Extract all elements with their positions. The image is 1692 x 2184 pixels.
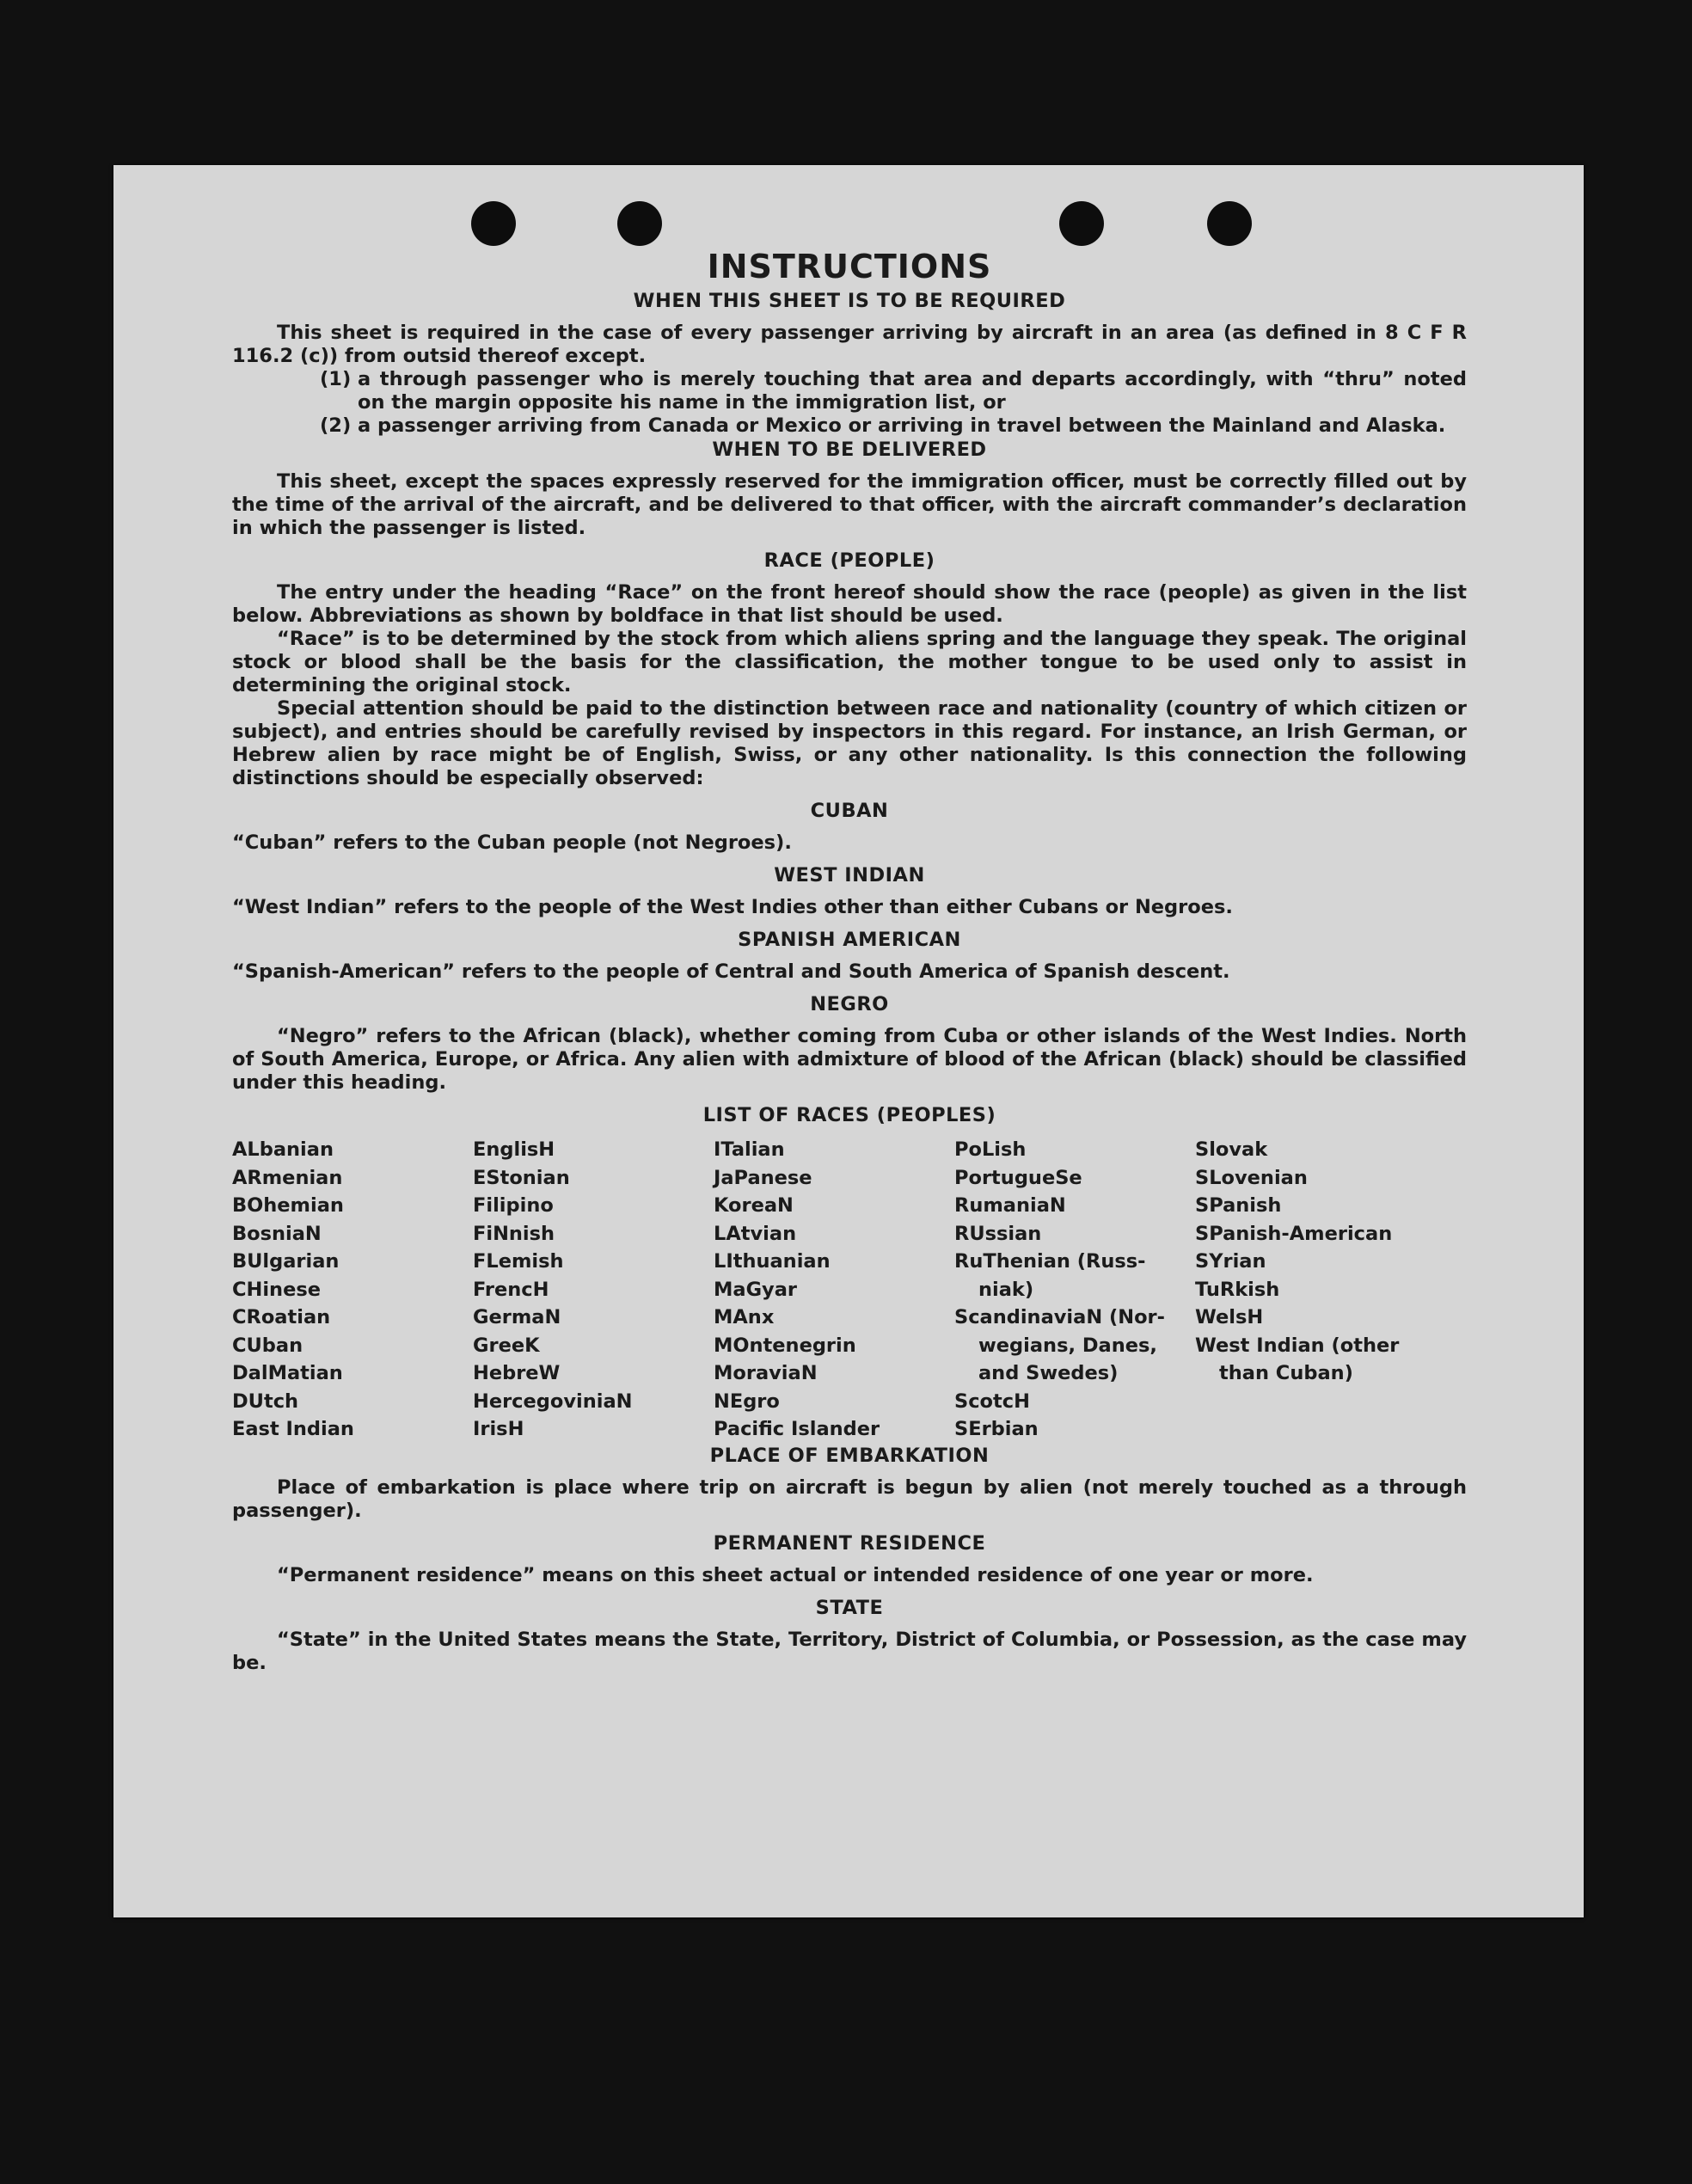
race-entry: Slovak [1195,1138,1268,1161]
race-entry: FLemish [473,1250,564,1273]
race-paragraph-2: “Race” is to be determined by the stock from which aliens spring and the language they speak. The original stock or blood shall be the basis for the classification, the mother tongue to be used only to assist in determining the original stock. [232,628,1467,696]
exception-item-1 [320,368,1467,414]
punch-hole-2 [617,201,662,246]
race-entry: SErbian [954,1418,1039,1440]
race-entry: NEgro [714,1390,780,1413]
race-entry: CUban [232,1334,303,1357]
race-entry: West Indian (other [1195,1334,1400,1357]
when-delivered-text: This sheet, except the spaces expressly reserved for the immigration officer, must be correctly filled out by the time of the arrival of the aircraft, and be delivered to that officer, with the aircraft commander’s declaration in which the passenger is listed. [232,470,1467,539]
state-text: “State” in the United States means the State, Territory, District of Columbia, or Possession, as the case may be. [232,1628,1467,1674]
race-entry-continuation: and Swedes) [978,1362,1119,1384]
instructions-content [232,248,1467,1675]
exception-number: (1) [320,368,352,390]
race-entry: EnglisH [473,1138,555,1161]
heading-list-of-races: LIST OF RACES (PEOPLES) [702,1104,996,1126]
race-entry: DUtch [232,1390,299,1413]
race-entry: RUssian [954,1222,1042,1245]
race-entry: PortugueSe [954,1166,1082,1189]
race-entry-continuation: niak) [978,1278,1034,1301]
race-entry-continuation: than Cuban) [1219,1362,1353,1384]
races-column-3 [714,1136,954,1444]
race-entry: ALbanian [232,1138,334,1161]
heading-when-delivered: WHEN TO BE DELIVERED [712,439,987,461]
document-sheet [113,165,1584,1917]
races-column-1 [232,1136,473,1444]
punch-hole-3 [1059,201,1104,246]
heading-state: STATE [815,1596,884,1619]
race-entry: CHinese [232,1278,321,1301]
negro-text: “Negro” refers to the African (black), whether coming from Cuba or other islands of the West Indies. North of South America, Europe, or Africa. Any alien with admixture of blood of the African (black) should be classified under this heading. [232,1025,1467,1094]
document-title: INSTRUCTIONS [707,248,992,285]
heading-cuban: CUBAN [810,800,889,822]
race-entry: JaPanese [714,1166,812,1189]
heading-race: RACE (PEOPLE) [763,549,935,572]
races-column-2 [473,1136,714,1444]
race-entry: MoraviaN [714,1362,818,1384]
race-entry: GreeK [473,1334,540,1357]
race-entry-continuation: wegians, Danes, [978,1334,1157,1357]
race-entry: IrisH [473,1418,524,1440]
west-indian-text: “West Indian” refers to the people of the West Indies other than either Cubans or Negroes. [232,896,1233,918]
race-entry: SPanish [1195,1194,1282,1217]
race-entry: WelsH [1195,1306,1264,1328]
races-column-4 [954,1136,1195,1444]
race-entry: LAtvian [714,1222,797,1245]
race-entry: BOhemian [232,1194,344,1217]
race-entry: RuThenian (Russ- [954,1250,1146,1273]
heading-negro: NEGRO [810,993,889,1015]
exception-item-2 [320,414,1467,438]
race-entry: SPanish-American [1195,1222,1393,1245]
punch-hole-4 [1207,201,1252,246]
when-required-text: This sheet is required in the case of every passenger arriving by aircraft in an area (as defined in 8 C F R 116.2 (c)) from outsid thereof except. [232,322,1467,367]
heading-spanish-american: SPANISH AMERICAN [738,929,961,951]
race-entry: PoLish [954,1138,1027,1161]
race-entry: FiNnish [473,1222,555,1245]
race-entry: RumaniaN [954,1194,1066,1217]
races-column-5 [1195,1136,1453,1444]
race-entry: MAnx [714,1306,775,1328]
race-entry: HebreW [473,1362,561,1384]
race-entry: KoreaN [714,1194,794,1217]
race-entry: FrencH [473,1278,549,1301]
race-paragraph-3: Special attention should be paid to the distinction between race and nationality (country of which citizen or subject), and entries should be carefully revised by inspectors in this regard. For instance, an Irish German, or Hebrew alien by race might be of English, Swiss, or any other nationality. Is this connection the following distinctions should be especially observed: [232,697,1467,789]
race-entry: ScandinaviaN (Nor- [954,1306,1165,1328]
race-paragraph-1: The entry under the heading “Race” on the front hereof should show the race (people) as given in the list below. Abbreviations as shown by boldface in that list should be used. [232,581,1467,627]
heading-when-required: WHEN THIS SHEET IS TO BE REQUIRED [633,290,1066,312]
exception-number: (2) [320,414,352,437]
race-entry: ScotcH [954,1390,1030,1413]
heading-embarkation: PLACE OF EMBARKATION [709,1444,990,1467]
exception-text: a through passenger who is merely touching that area and departs accordingly, with “thru” noted on the margin opposite his name in the immigration list, or [358,368,1467,414]
races-list [232,1136,1467,1444]
race-entry: GermaN [473,1306,561,1328]
race-entry: BUlgarian [232,1250,340,1273]
race-entry: EStonian [473,1166,570,1189]
spanish-american-text: “Spanish-American” refers to the people of Central and South America of Spanish descent. [232,960,1230,983]
race-entry: ITalian [714,1138,785,1161]
race-entry: LIthuanian [714,1250,831,1273]
race-entry: DalMatian [232,1362,343,1384]
race-entry: SLovenian [1195,1166,1308,1189]
race-entry: HercegoviniaN [473,1390,633,1413]
race-entry: SYrian [1195,1250,1266,1273]
heading-west-indian: WEST INDIAN [774,864,925,886]
embarkation-text: Place of embarkation is place where trip on aircraft is begun by alien (not merely touched as a through passenger). [232,1475,1467,1522]
race-entry: MOntenegrin [714,1334,856,1357]
race-entry: ARmenian [232,1166,343,1189]
race-entry: TuRkish [1195,1278,1280,1301]
race-entry: BosniaN [232,1222,322,1245]
race-entry: East Indian [232,1418,354,1440]
cuban-text: “Cuban” refers to the Cuban people (not Negroes). [232,831,792,854]
race-entry: CRoatian [232,1306,331,1328]
heading-permanent-residence: PERMANENT RESIDENCE [713,1531,986,1555]
permanent-residence-text: “Permanent residence” means on this sheet actual or intended residence of one year or more. [277,1563,1314,1586]
race-entry: Pacific Islander [714,1418,880,1440]
exception-text: a passenger arriving from Canada or Mexico or arriving in travel between the Mainland and Alaska. [358,414,1446,437]
race-entry: MaGyar [714,1278,797,1301]
race-entry: Filipino [473,1194,554,1217]
punch-hole-1 [471,201,516,246]
